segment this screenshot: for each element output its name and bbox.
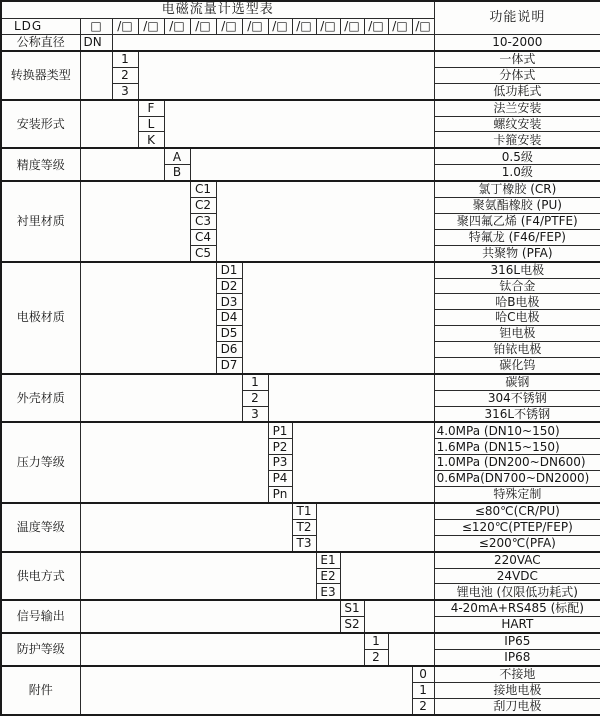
model-code-box: /□ [164, 19, 190, 35]
category-label: 信号输出 [1, 600, 80, 633]
filler-cell [242, 262, 434, 374]
description-cell: 特殊定制 [434, 486, 600, 502]
code-cell: D5 [216, 326, 242, 342]
code-cell: 2 [112, 67, 138, 83]
category-label: 防护等级 [1, 633, 80, 666]
filler-cell [80, 600, 340, 633]
description-cell: IP65 [434, 633, 600, 649]
filler-cell [292, 422, 434, 502]
filler-cell [364, 600, 434, 633]
code-cell: C4 [190, 229, 216, 245]
category-label: 外壳材质 [1, 374, 80, 423]
code-cell: 3 [242, 406, 268, 422]
code-cell: C3 [190, 214, 216, 230]
filler-cell [80, 148, 164, 181]
description-cell: ≤200℃(PFA) [434, 535, 600, 551]
description-cell: 0.5级 [434, 148, 600, 164]
description-cell: 刮刀电极 [434, 698, 600, 715]
filler-cell [388, 633, 434, 666]
code-cell: C1 [190, 181, 216, 197]
code-cell: P4 [268, 471, 292, 487]
code-cell: 1 [112, 51, 138, 67]
code-cell: S2 [340, 617, 364, 633]
description-cell: ≤80℃(CR/PU) [434, 503, 600, 519]
code-cell: 2 [412, 698, 434, 715]
description-cell: 碳化钨 [434, 357, 600, 373]
category-label: 精度等级 [1, 148, 80, 181]
filler-cell [80, 633, 364, 666]
model-prefix: LDG [1, 19, 80, 35]
category-label: 附件 [1, 666, 80, 715]
description-cell: 铂铱电极 [434, 341, 600, 357]
model-code-box: /□ [216, 19, 242, 35]
description-cell: HART [434, 617, 600, 633]
filler-cell [80, 666, 412, 715]
description-cell: 钽电极 [434, 326, 600, 342]
category-label: 电极材质 [1, 262, 80, 374]
code-cell: 1 [364, 633, 388, 649]
model-code-box: /□ [112, 19, 138, 35]
filler-cell [80, 552, 316, 601]
description-cell: 法兰安装 [434, 100, 600, 116]
category-label: 转换器类型 [1, 51, 80, 100]
code-cell: P2 [268, 439, 292, 455]
filler-cell [80, 422, 268, 502]
code-cell: D7 [216, 357, 242, 373]
description-cell: 聚四氟乙烯 (F4/PTFE) [434, 214, 600, 230]
filler-cell [80, 100, 138, 149]
description-cell: 一体式 [434, 51, 600, 67]
table-title: 电磁流量计选型表 [1, 1, 434, 19]
category-label: 供电方式 [1, 552, 80, 601]
model-code-box: /□ [340, 19, 364, 35]
code-cell: D2 [216, 278, 242, 294]
model-code-box: /□ [190, 19, 216, 35]
description-cell: 特氟龙 (F46/FEP) [434, 229, 600, 245]
description-cell: 304不锈钢 [434, 390, 600, 406]
table-body [1, 1, 600, 715]
code-cell: T2 [292, 519, 316, 535]
category-label: 衬里材质 [1, 181, 80, 261]
code-cell: 1 [242, 374, 268, 390]
code-cell: B [164, 165, 190, 181]
filler-cell [80, 181, 190, 261]
filler-cell [316, 503, 434, 552]
code-cell: K [138, 132, 164, 148]
code-cell: A [164, 148, 190, 164]
description-cell: 220VAC [434, 552, 600, 568]
description-cell: 分体式 [434, 67, 600, 83]
filler-cell [80, 374, 242, 423]
category-label: 压力等级 [1, 422, 80, 502]
description-cell: 4-20mA+RS485 (标配) [434, 600, 600, 616]
code-cell: L [138, 116, 164, 132]
description-cell: IP68 [434, 650, 600, 666]
model-code-box: /□ [364, 19, 388, 35]
code-cell: T1 [292, 503, 316, 519]
code-cell: 2 [364, 650, 388, 666]
code-cell: E3 [316, 584, 340, 600]
code-cell: E2 [316, 568, 340, 584]
description-cell: 4.0MPa (DN10~150) [434, 422, 600, 438]
description-cell: 锂电池 (仅限低功耗式) [434, 584, 600, 600]
code-cell: Pn [268, 486, 292, 502]
code-cell: 3 [112, 83, 138, 99]
description-cell: 1.6MPa (DN15~150) [434, 439, 600, 455]
code-cell: 2 [242, 390, 268, 406]
model-code-box: /□ [316, 19, 340, 35]
code-cell: D3 [216, 294, 242, 310]
model-code-box: /□ [292, 19, 316, 35]
description-cell: 低功耗式 [434, 83, 600, 99]
filler-cell [268, 374, 434, 423]
code-cell: 1 [412, 683, 434, 699]
function-column-header: 功能说明 [434, 1, 600, 35]
code-cell: T3 [292, 535, 316, 551]
filler-cell [340, 552, 434, 601]
model-code-box: /□ [242, 19, 268, 35]
description-cell: 共聚物 (PFA) [434, 245, 600, 261]
description-cell: 碳钢 [434, 374, 600, 390]
description-cell: 哈B电极 [434, 294, 600, 310]
category-label-dn: 公称直径 [1, 35, 80, 51]
filler-cell [164, 100, 434, 149]
filler-cell [80, 51, 112, 100]
model-code-box: □ [80, 19, 112, 35]
filler-cell [80, 262, 216, 374]
model-code-box: /□ [268, 19, 292, 35]
code-cell: D1 [216, 262, 242, 278]
filler-cell [112, 35, 434, 51]
code-cell: F [138, 100, 164, 116]
code-cell: S1 [340, 600, 364, 616]
filler-cell [80, 503, 292, 552]
code-cell: P3 [268, 455, 292, 471]
code-cell: C5 [190, 245, 216, 261]
filler-cell [190, 148, 434, 181]
filler-cell [216, 181, 434, 261]
description-cell: 卡箍安装 [434, 132, 600, 148]
description-cell: 螺纹安装 [434, 116, 600, 132]
description-cell: 0.6MPa(DN700~DN2000) [434, 471, 600, 487]
description-cell: 24VDC [434, 568, 600, 584]
description-cell: 聚氨酯橡胶 (PU) [434, 198, 600, 214]
description-cell: 10-2000 [434, 35, 600, 51]
description-cell: 氯丁橡胶 (CR) [434, 181, 600, 197]
model-code-box: /□ [412, 19, 434, 35]
filler-cell [138, 51, 434, 100]
code-cell: P1 [268, 422, 292, 438]
code-cell: 0 [412, 666, 434, 682]
model-code-box: /□ [138, 19, 164, 35]
category-label: 温度等级 [1, 503, 80, 552]
model-code-box: /□ [388, 19, 412, 35]
code-cell: E1 [316, 552, 340, 568]
code-cell: D4 [216, 310, 242, 326]
description-cell: 钛合金 [434, 278, 600, 294]
description-cell: 316L不锈钢 [434, 406, 600, 422]
dn-code-cell: DN [80, 35, 112, 51]
description-cell: 1.0MPa (DN200~DN600) [434, 455, 600, 471]
description-cell: 接地电极 [434, 683, 600, 699]
description-cell: 不接地 [434, 666, 600, 682]
code-cell: D6 [216, 341, 242, 357]
category-label: 安装形式 [1, 100, 80, 149]
description-cell: 316L电极 [434, 262, 600, 278]
description-cell: ≤120℃(PTEP/FEP) [434, 519, 600, 535]
code-cell: C2 [190, 198, 216, 214]
description-cell: 1.0级 [434, 165, 600, 181]
description-cell: 哈C电极 [434, 310, 600, 326]
